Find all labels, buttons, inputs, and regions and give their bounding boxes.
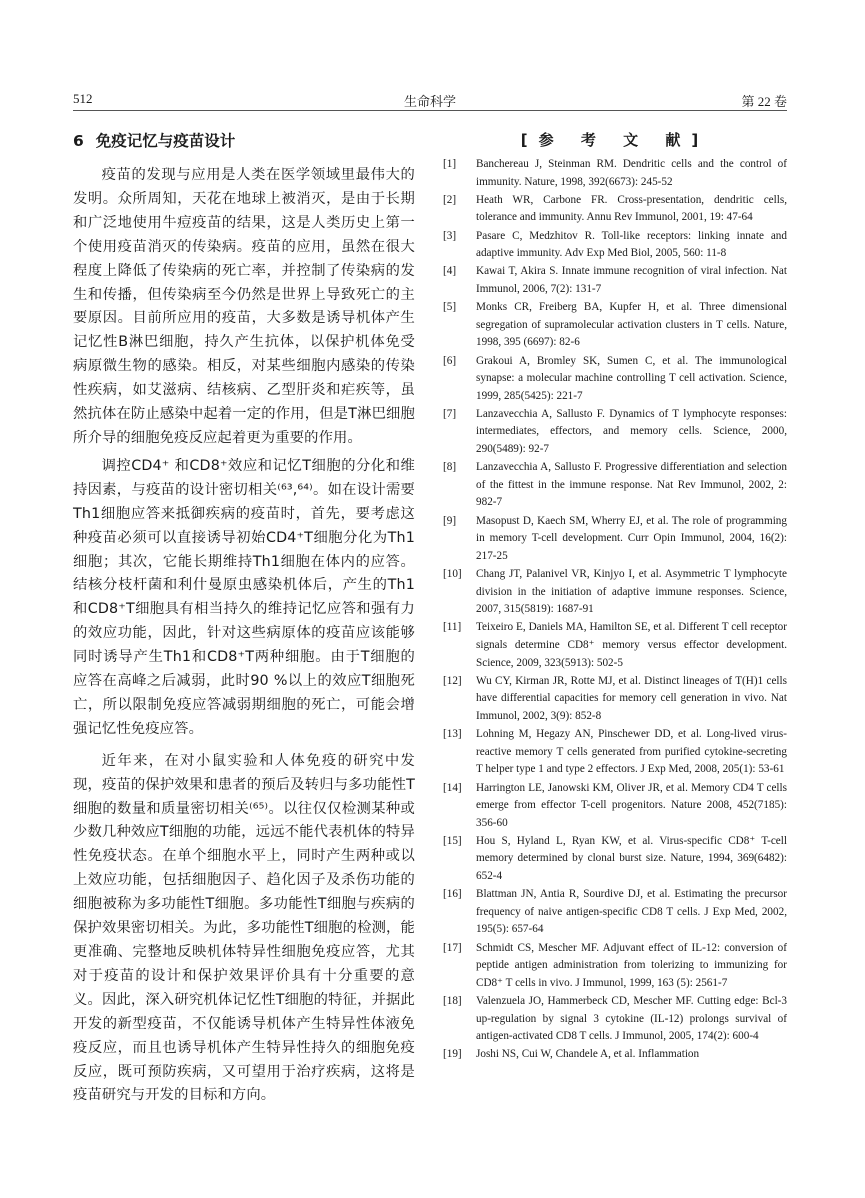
reference-text: Lanzavecchia A, Sallusto F. Dynamics of T lymphocyte responses: intermediates, effectors, and memory cells. Science, 2000, 290(5489): 92-7 [476,407,787,456]
reference-item [443,406,787,459]
reference-text: Schmidt CS, Mescher MF. Adjuvant effect of IL-12: conversion of peptide antigen administration from tolerizing to immunizing for CD8⁺ T cells in vivo. J Immunol, 1999, 163 (5): 2561-7 [476,941,787,989]
reference-item [443,459,787,512]
reference-text: Chang JT, Palanivel VR, Kinjyo I, et al. Asymmetric T lymphocyte division in the initiation of adaptive immune responses. Science, 2007, 315(5819): 1687-91 [476,568,787,616]
reference-item [443,940,787,993]
reference-text: Valenzuela JO, Hammerbeck CD, Mescher MF. Cutting edge: Bcl-3 up-regulation by signal 3 cytokine (IL-12) prolongs survival of antigen-activated CD8 T cells. J Immunol, 2005, 174(2): 600-4 [476,995,787,1043]
reference-number: [10] [443,568,462,580]
paragraph: 近年来，在对小鼠实验和人体免疫的研究中发现，疫苗的保护效果和患者的预后及转归与多功能性T细胞的数量和质量密切相关⁽⁶⁵⁾。以往仅仅检测某种或少数几种效应T细胞的功能，远远不能代表机体的特异性免疫状态。在单个细胞水平上，同时产生两种或以上效应功能，包括细胞因子、趋化因子及杀伤功能的细胞被称为多功能性T细胞。多功能性T细胞与疾病的保护效果密切相关。为此，多功能性T细胞的检测，能更准确、完整地反映机体特异性细胞免疫应答，尤其对于疫苗的设计和保护效果评价具有十分重要的意义。因此，深入研究机体记忆性T细胞的特征，并据此开发的新型疫苗，不仅能诱导机体产生特异性体液免疫反应，而且也诱导机体产生特异性持久的细胞免疫反应，既可预防疾病，又可望用于治疗疾病，这将是疫苗研究与开发的目标和方向。 [73,752,415,1104]
reference-number: [4] [443,265,457,278]
reference-item [443,833,787,886]
paragraph: 调控CD4⁺ 和CD8⁺效应和记忆T细胞的分化和维持因素，与疫苗的设计密切相关⁽⁶³,⁶⁴⁾。如在设计需要Th1细胞应答来抵御疾病的疫苗时，首先，要考虑这种疫苗必须可以直接诱导初始CD4⁺T细胞分化为Th1细胞；其次，它能长期维持Th1细胞在体内的应答。结核分枝杆菌和利什曼原虫感染机体后，产生的Th1和CD8⁺T细胞具有相当持久的维持记忆应答和强有力的效应功能，因此，针对这些病原体的疫苗应该能够同时诱导产生Th1和CD8⁺T两种细胞。由于T细胞的应答在高峰之后减弱，此时90 %以上的效应T细胞死亡，所以限制免疫应答减弱期细胞的死亡，可能会增强记忆性免疫应答。 [73,457,415,737]
reference-item [443,1046,787,1064]
reference-number: [7] [443,407,457,420]
reference-number: [19] [443,1048,462,1061]
reference-number: [16] [443,888,462,901]
reference-list [443,156,787,1064]
reference-text: Banchereau J, Steinman RM. Dendritic cells and the control of immunity. Nature, 1998, 392(6673): 245-52 [476,158,787,188]
reference-text: Masopust D, Kaech SM, Wherry EJ, et al. The role of programming in memory T-cell development. Curr Opin Immunol, 2004, 16(2): 217-25 [476,514,787,562]
reference-item [443,886,787,939]
reference-item [443,780,787,833]
reference-item [443,726,787,779]
reference-number: [18] [443,995,462,1007]
reference-item [443,566,787,619]
page-number: 512 [73,91,93,106]
reference-text: Hou S, Hyland L, Ryan KW, et al. Virus-specific CD8⁺ T-cell memory determined by clonal burst size. Nature, 1994, 369(6482): 652-4 [476,834,787,883]
reference-text: Pasare C, Medzhitov R. Toll-like receptors: linking innate and adaptive immunity. Adv Exp Med Biol, 2005, 560: 11-8 [476,229,787,260]
reference-number: [17] [443,941,462,954]
reference-number: [11] [443,621,462,634]
reference-number: [5] [443,301,457,314]
references-column [443,130,787,1065]
section-heading [73,128,415,154]
reference-text: Wu CY, Kirman JR, Rotte MJ, et al. Distinct lineages of T(H)1 cells have differential capacities for memory cell generation in vivo. Nat Immunol, 2002, 3(9): 852-8 [476,674,787,722]
reference-item [443,228,787,263]
reference-number: [6] [443,354,457,367]
header-rule [73,110,787,111]
reference-item [443,156,787,191]
reference-number: [14] [443,781,462,794]
reference-number: [1] [443,158,457,170]
reference-text: Blattman JN, Antia R, Sourdive DJ, et al. Estimating the precursor frequency of naive antigen-specific CD8 T cells. J Exp Med, 2002, 195(5): 657-64 [476,888,787,936]
reference-number: [12] [443,674,462,687]
volume-label: 第 22 卷 [741,94,787,109]
running-header [73,91,787,109]
reference-text: Harrington LE, Janowski KM, Oliver JR, et al. Memory CD4 T cells emerge from effector T-cell progenitors. Nature 2008, 452(7185): 356-60 [476,781,787,829]
section-number: 6 [73,132,84,150]
reference-number: [9] [443,514,457,527]
reference-text: Joshi NS, Cui W, Chandele A, et al. Inflammation [476,1048,700,1061]
reference-item [443,263,787,298]
reference-text: Heath WR, Carbone FR. Cross-presentation, dendritic cells, tolerance and immunity. Annu Rev Immunol, 2001, 19: 47-64 [476,193,787,224]
reference-item [443,993,787,1046]
reference-item [443,619,787,672]
journal-name: 生命科学 [403,94,456,109]
reference-text: Kawai T, Akira S. Innate immune recognition of viral infection. Nat Immunol, 2006, 7(2): 131-7 [476,265,787,295]
reference-number: [15] [443,834,462,847]
reference-number: [8] [443,461,457,474]
reference-item [443,299,787,352]
reference-text: Teixeiro E, Daniels MA, Hamilton SE, et al. Different T cell receptor signals determine CD8⁺ memory versus effector development. Science, 2009, 323(5913): 502-5 [476,621,787,669]
reference-number: [13] [443,728,462,741]
reference-item [443,673,787,726]
reference-text: Monks CR, Freiberg BA, Kupfer H, et al. Three dimensional segregation of supramolecular activation clusters in T cells. Nature, 1998, 395 (6697): 82-6 [476,301,787,349]
reference-item [443,513,787,566]
reference-number: [2] [443,193,457,206]
reference-item [443,353,787,406]
reference-number: [3] [443,229,457,242]
reference-text: Lohning M, Hegazy AN, Pinschewer DD, et al. Long-lived virus-reactive memory T cells generated from purified cytokine-secreting T helper type 1 and type 2 effectors. J Exp Med, 2008, 205(1): 53-61 [476,728,787,776]
body-column [73,128,415,1116]
references-title: [参 考 文 献] [520,131,710,149]
paragraph: 疫苗的发现与应用是人类在医学领域里最伟大的发明。众所周知，天花在地球上被消灭，是由于长期和广泛地使用牛痘疫苗的结果，这是人类历史上第一个使用疫苗消灭的传染病。疫苗的应用，虽然在很大程度上降低了传染病的死亡率，并控制了传染病的发生和传播，但传染病至今仍然是世界上导致死亡的主要原因。目前所应用的疫苗，大多数是诱导机体产生记忆性B淋巴细胞，持久产生抗体，以保护机体免受病原微生物的感染。相反，对某些细胞内感染的传染性疾病，如艾滋病、结核病、乙型肝炎和疟疾等，虽然抗体在防止感染中起着一定的作用，但是T淋巴细胞所介导的细胞免疫反应起着更为重要的作用。 [73,167,415,446]
reference-item [443,192,787,227]
section-title: 免疫记忆与疫苗设计 [95,132,236,150]
reference-text: Grakoui A, Bromley SK, Sumen C, et al. The immunological synapse: a molecular machine controlling T cell activation. Science, 1999, 285(5425): 221-7 [476,354,787,402]
reference-text: Lanzavecchia A, Sallusto F. Progressive differentiation and selection of the fittest in the immune response. Nat Rev Immunol, 2002, 2: 982-7 [476,461,787,509]
